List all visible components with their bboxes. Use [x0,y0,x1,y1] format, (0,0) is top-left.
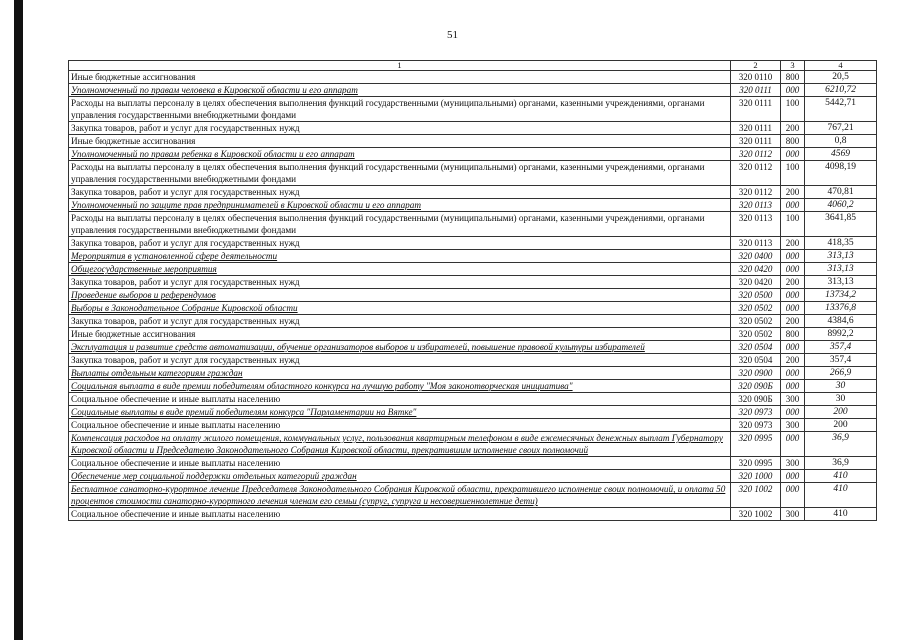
row-amount: 767,21 [805,122,877,135]
row-name: Компенсация расходов на оплату жилого помещения, коммунальных услуг, пользования квартирным телефоном в виде ежемесячных денежных выплат Губернатору Кировской области и Председателю Законодательного Собрания Кировской области, прекратившим исполнение своих полномочий [69,432,731,457]
row-amount: 8992,2 [805,328,877,341]
row-type-code: 000 [781,302,805,315]
row-amount: 5442,71 [805,97,877,122]
row-name: Уполномоченный по защите прав предпринимателей в Кировской области и его аппарат [69,199,731,212]
row-code: 320 0111 [731,84,781,97]
row-name: Социальное обеспечение и иные выплаты населению [69,508,731,521]
row-type-code: 000 [781,367,805,380]
row-code: 320 0995 [731,432,781,457]
table-row [69,97,877,122]
row-type-code: 000 [781,199,805,212]
row-type-code: 200 [781,237,805,250]
table-row [69,71,877,84]
row-amount: 4098,19 [805,161,877,186]
row-amount: 20,5 [805,71,877,84]
row-code: 320 090Б [731,380,781,393]
table-row [69,148,877,161]
row-code: 320 0112 [731,186,781,199]
row-name: Закупка товаров, работ и услуг для государственных нужд [69,237,731,250]
table-row [69,161,877,186]
row-name: Уполномоченный по правам человека в Кировской области и его аппарат [69,84,731,97]
row-code: 320 0502 [731,328,781,341]
row-name: Закупка товаров, работ и услуг для государственных нужд [69,122,731,135]
row-amount: 200 [805,406,877,419]
row-code: 320 0420 [731,263,781,276]
row-name: Расходы на выплаты персоналу в целях обеспечения выполнения функций государственными (муниципальными) органами, казенными учреждениями, органами управления государственными внебюджетными фондами [69,212,731,237]
row-amount: 357,4 [805,341,877,354]
row-type-code: 000 [781,483,805,508]
row-type-code: 200 [781,315,805,328]
row-name: Обеспечение мер социальной поддержки отдельных категорий граждан [69,470,731,483]
row-code: 320 0500 [731,289,781,302]
row-type-code: 800 [781,328,805,341]
table-row [69,212,877,237]
table-row [69,315,877,328]
row-name: Закупка товаров, работ и услуг для государственных нужд [69,354,731,367]
row-amount: 30 [805,380,877,393]
row-amount: 200 [805,419,877,432]
row-type-code: 300 [781,393,805,406]
table-row [69,289,877,302]
row-name: Выборы в Законодательное Собрание Кировской области [69,302,731,315]
row-code: 320 0400 [731,250,781,263]
row-type-code: 000 [781,406,805,419]
row-code: 320 0502 [731,302,781,315]
row-type-code: 100 [781,212,805,237]
row-name: Социальное обеспечение и иные выплаты населению [69,393,731,406]
table-row [69,419,877,432]
row-amount: 313,13 [805,263,877,276]
row-type-code: 800 [781,71,805,84]
row-name: Иные бюджетные ассигнования [69,71,731,84]
scan-edge-bar [14,0,23,640]
row-code: 320 0113 [731,212,781,237]
row-amount: 313,13 [805,250,877,263]
row-name: Эксплуатация и развитие средств автоматизации, обучение организаторов выборов и избирателей, повышение правовой культуры избирателей [69,341,731,354]
row-name: Выплаты отдельным категориям граждан [69,367,731,380]
row-code: 320 0111 [731,97,781,122]
table-row [69,250,877,263]
header-col-1: 1 [69,61,731,71]
row-type-code: 000 [781,250,805,263]
row-code: 320 0504 [731,341,781,354]
row-type-code: 100 [781,161,805,186]
table-row [69,354,877,367]
row-amount: 410 [805,470,877,483]
row-amount: 410 [805,483,877,508]
row-name: Закупка товаров, работ и услуг для государственных нужд [69,315,731,328]
row-amount: 357,4 [805,354,877,367]
row-name: Расходы на выплаты персоналу в целях обеспечения выполнения функций государственными (муниципальными) органами, казенными учреждениями, органами управления государственными внебюджетными фондами [69,161,731,186]
row-amount: 30 [805,393,877,406]
row-type-code: 300 [781,419,805,432]
row-code: 320 0900 [731,367,781,380]
row-name: Социальное обеспечение и иные выплаты населению [69,457,731,470]
row-name: Социальное обеспечение и иные выплаты населению [69,419,731,432]
row-code: 320 0502 [731,315,781,328]
table-row [69,237,877,250]
header-row [69,61,877,71]
row-name: Иные бюджетные ассигнования [69,328,731,341]
table-row [69,457,877,470]
row-amount: 0,8 [805,135,877,148]
row-amount: 266,9 [805,367,877,380]
row-code: 320 0973 [731,419,781,432]
row-code: 320 1002 [731,508,781,521]
row-type-code: 100 [781,97,805,122]
row-type-code: 000 [781,470,805,483]
row-amount: 13734,2 [805,289,877,302]
header-col-4: 4 [805,61,877,71]
row-code: 320 0420 [731,276,781,289]
row-type-code: 300 [781,508,805,521]
row-code: 320 090Б [731,393,781,406]
page-number: 51 [447,29,458,41]
table-row [69,263,877,276]
row-code: 320 0113 [731,199,781,212]
row-amount: 418,35 [805,237,877,250]
row-code: 320 0111 [731,122,781,135]
table-row [69,367,877,380]
table-row [69,122,877,135]
row-name: Закупка товаров, работ и услуг для государственных нужд [69,186,731,199]
table-row [69,393,877,406]
row-code: 320 0995 [731,457,781,470]
row-name: Общегосударственные мероприятия [69,263,731,276]
row-amount: 36,9 [805,432,877,457]
table-row [69,406,877,419]
row-code: 320 0112 [731,148,781,161]
table-row [69,186,877,199]
row-type-code: 000 [781,341,805,354]
row-amount: 4060,2 [805,199,877,212]
row-type-code: 800 [781,135,805,148]
row-type-code: 200 [781,354,805,367]
row-amount: 3641,85 [805,212,877,237]
row-code: 320 0504 [731,354,781,367]
row-code: 320 0111 [731,135,781,148]
row-name: Иные бюджетные ассигнования [69,135,731,148]
table-row [69,341,877,354]
row-name: Социальная выплата в виде премии победителям областного конкурса на лучшую работу "Моя законотворческая инициатива" [69,380,731,393]
table-row [69,470,877,483]
row-name: Социальные выплаты в виде премий победителям конкурса "Парламентарии на Вятке" [69,406,731,419]
row-name: Расходы на выплаты персоналу в целях обеспечения выполнения функций государственными (муниципальными) органами, казенными учреждениями, органами управления государственными внебюджетными фондами [69,97,731,122]
row-amount: 410 [805,508,877,521]
row-type-code: 000 [781,148,805,161]
row-code: 320 1000 [731,470,781,483]
table-row [69,135,877,148]
row-type-code: 200 [781,122,805,135]
row-name: Мероприятия в установленной сфере деятельности [69,250,731,263]
table-row [69,328,877,341]
row-type-code: 200 [781,186,805,199]
table-row [69,199,877,212]
row-code: 320 0110 [731,71,781,84]
row-code: 320 0112 [731,161,781,186]
table-row [69,432,877,457]
row-type-code: 200 [781,276,805,289]
row-amount: 4569 [805,148,877,161]
budget-table [68,60,877,521]
row-type-code: 000 [781,432,805,457]
table-row [69,302,877,315]
row-amount: 4384,6 [805,315,877,328]
table-row [69,276,877,289]
row-amount: 313,13 [805,276,877,289]
row-type-code: 300 [781,457,805,470]
row-name: Уполномоченный по правам ребенка в Кировской области и его аппарат [69,148,731,161]
row-amount: 36,9 [805,457,877,470]
row-type-code: 000 [781,380,805,393]
table-row [69,380,877,393]
row-amount: 6210,72 [805,84,877,97]
row-name: Закупка товаров, работ и услуг для государственных нужд [69,276,731,289]
row-amount: 470,81 [805,186,877,199]
row-type-code: 000 [781,289,805,302]
header-col-3: 3 [781,61,805,71]
header-col-2: 2 [731,61,781,71]
row-code: 320 0113 [731,237,781,250]
row-name: Бесплатное санаторно-курортное лечение Председателя Законодательного Собрания Кировской области, прекратившего исполнение своих полномочий, и оплата 50 процентов стоимости санаторно-курортного лечения членам его семьи (супруг, супруга и несовершеннолетние дети) [69,483,731,508]
table-row [69,508,877,521]
table-row [69,84,877,97]
row-code: 320 0973 [731,406,781,419]
table-row [69,483,877,508]
row-type-code: 000 [781,84,805,97]
row-code: 320 1002 [731,483,781,508]
row-amount: 13376,8 [805,302,877,315]
row-name: Проведение выборов и референдумов [69,289,731,302]
row-type-code: 000 [781,263,805,276]
